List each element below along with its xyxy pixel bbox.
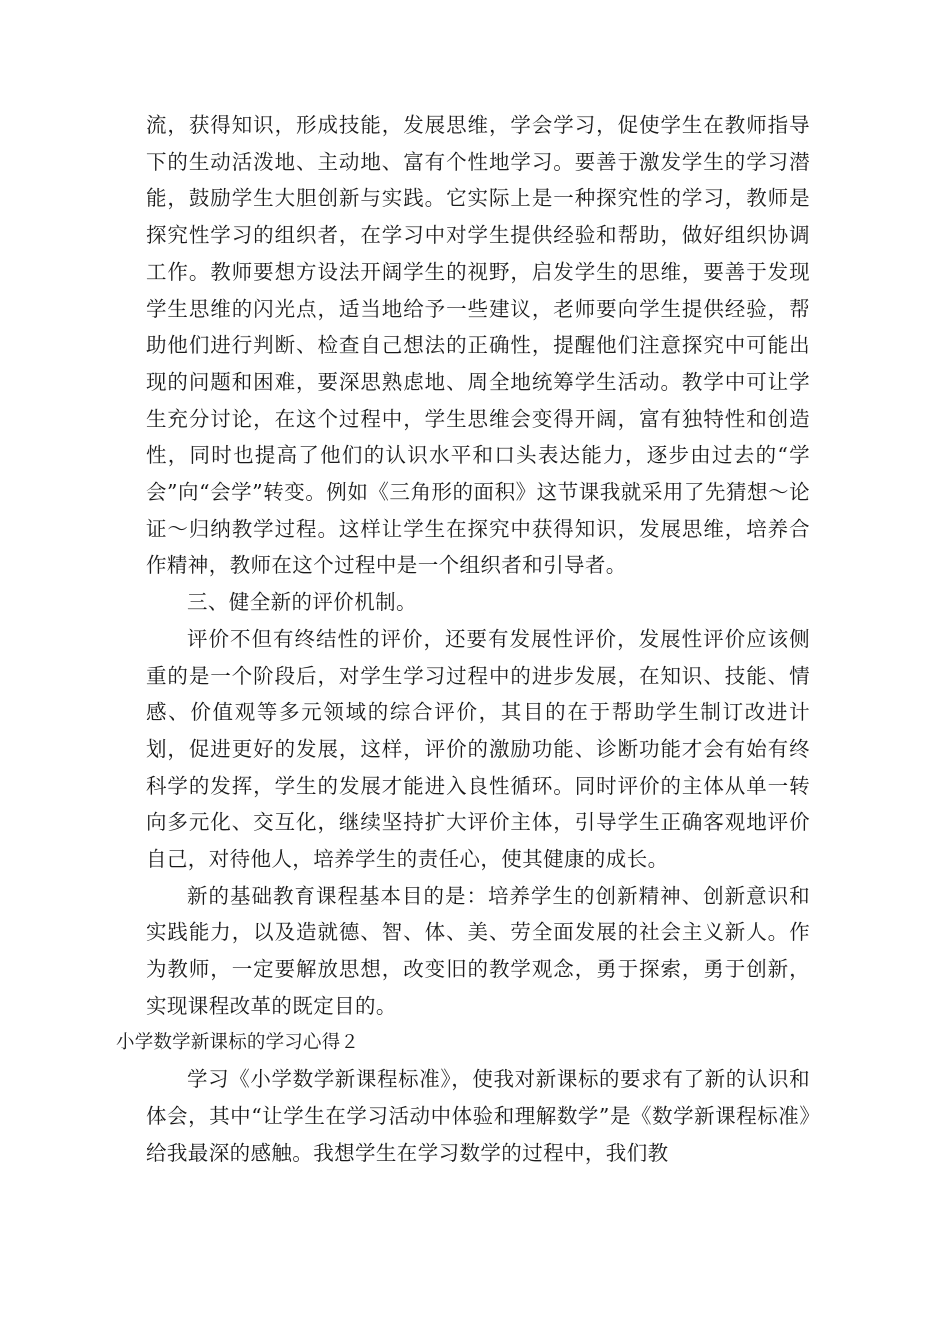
paragraph-continuation: 流，获得知识，形成技能，发展思维，学会学习，促使学生在教师指导下的生动活泼地、主动地、富有个性地学习。要善于激发学生的学习潜能，鼓励学生大胆创新与实践。它实际上是一种探究性的学习，教师是探究性学习的组织者，在学习中对学生提供经验和帮助，做好组织协调工作。教师要想方设法开阔学生的视野，启发学生的思维，要善于发现学生思维的闪光点，适当地给予一些建议，老师要向学生提供经验，帮助他们进行判断、检查自己想法的正确性，提醒他们注意探究中可能出现的问题和困难，要深思熟虑地、周全地统筹学生活动。教学中可让学生充分讨论，在这个过程中，学生思维会变得开阔，富有独特性和创造性，同时也提高了他们的认识水平和口头表达能力，逐步由过去的“学会”向“会学”转变。例如《三角形的面积》这节课我就采用了先猜想～论证～归纳教学过程。这样让学生在探究中获得知识，发展思维，培养合作精神，教师在这个过程中是一个组织者和引导者。	[146, 113, 810, 578]
section-heading-three: 三、健全新的评价机制。	[187, 590, 417, 615]
paragraph-evaluation: 评价不但有终结性的评价，还要有发展性评价，发展性评价应该侧重的是一个阶段后，对学生学习过程中的进步发展，在知识、技能、情感、价值观等多元领域的综合评价，其目的在于帮助学生制订改进计划，促进更好的发展，这样，评价的激励功能、诊断功能才会有始有终科学的发挥，学生的发展才能进入良性循环。同时评价的主体从单一转向多元化、交互化，继续坚持扩大评价主体，引导学生正确客观地评价自己，对待他人，培养学生的责任心，使其健康的成长。	[146, 626, 810, 872]
paragraph-curriculum-goal: 新的基础教育课程基本目的是：培养学生的创新精神、创新意识和实践能力，以及造就德、智、体、美、劳全面发展的社会主义新人。作为教师，一定要解放思想，改变旧的教学观念，勇于探索，勇于创新，实现课程改革的既定目的。	[146, 883, 810, 1018]
document-page	[116, 107, 810, 1171]
article-title-2: 小学数学新课标的学习心得２	[116, 1031, 360, 1053]
paragraph-learning-standard: 学习《小学数学新课程标准》，使我对新课标的要求有了新的认识和体会，其中“让学生在学习活动中体验和理解数学”是《数学新课程标准》给我最深的感触。我想学生在学习数学的过程中，我们教	[146, 1067, 810, 1165]
